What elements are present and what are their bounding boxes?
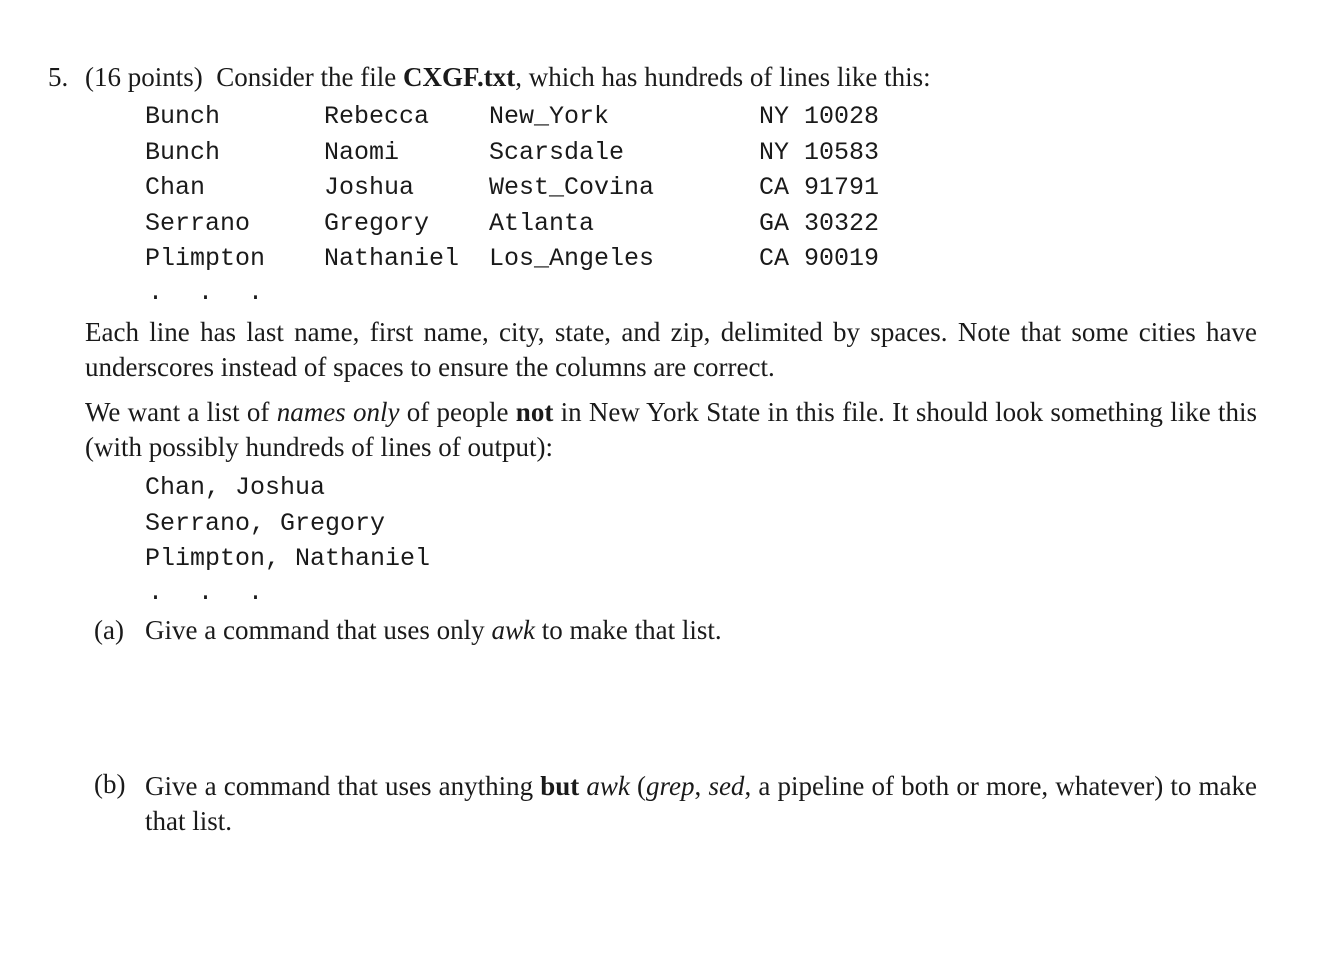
file-last: Plimpton: [145, 244, 266, 273]
file-state: GA: [759, 209, 790, 238]
file-first: Joshua: [324, 173, 415, 202]
para2-names-only: names only: [276, 397, 400, 427]
file-last: Bunch: [145, 102, 221, 131]
question-intro-pre: Consider the file: [216, 62, 403, 92]
part-a-t1: Give a command that uses only: [145, 615, 492, 645]
file-state: NY: [759, 102, 790, 131]
output-line: Plimpton, Nathaniel: [145, 544, 431, 573]
part-b-label: (b): [94, 769, 126, 799]
file-zip: 90019: [804, 244, 880, 273]
part-a-label: (a): [94, 615, 124, 645]
file-state: CA: [759, 173, 790, 202]
part-b-t7: ,: [694, 771, 709, 801]
file-city: Atlanta: [489, 209, 595, 238]
file-zip: 10028: [804, 102, 880, 131]
file-city: Scarsdale: [489, 138, 625, 167]
file-state: CA: [759, 244, 790, 273]
file-zip: 10583: [804, 138, 880, 167]
part-b-t1: Give a command that uses anything: [145, 771, 541, 801]
para2-t3: of people: [399, 397, 516, 427]
para2-t5: in New York State in this file. It should look something like this (with possibly hundreds of lines of output):: [85, 397, 1257, 462]
file-zip: 91791: [804, 173, 880, 202]
part-b-but: but: [540, 771, 580, 801]
question-filename: CXGF.txt: [402, 62, 516, 92]
file-first: Rebecca: [324, 102, 430, 131]
part-a-t3: to make that list.: [534, 615, 722, 645]
file-city: New_York: [489, 102, 610, 131]
part-a-text: [145, 615, 722, 646]
output-ellipsis: . . .: [148, 578, 274, 607]
file-first: Nathaniel: [324, 244, 460, 273]
para2-not: not: [515, 397, 554, 427]
file-ellipsis: . . .: [148, 278, 274, 307]
file-last: Bunch: [145, 138, 221, 167]
file-last: Serrano: [145, 209, 251, 238]
paragraph-requirement: [85, 395, 1257, 465]
part-b-sed: sed: [708, 771, 745, 801]
part-b-awk: awk: [586, 771, 630, 801]
part-b-t5: (: [629, 771, 647, 801]
para2-t1: We want a list of: [85, 397, 277, 427]
file-first: Naomi: [324, 138, 400, 167]
file-last: Chan: [145, 173, 206, 202]
output-line: Chan, Joshua: [145, 473, 326, 502]
output-line: Serrano, Gregory: [145, 509, 386, 538]
part-a-awk: awk: [491, 615, 535, 645]
paragraph-description: Each line has last name, first name, city, state, and zip, delimited by spaces. Note that some cities have underscores instead of spaces to ensure the columns are correct.: [85, 317, 1257, 382]
file-zip: 30322: [804, 209, 880, 238]
part-b-grep: grep: [646, 771, 695, 801]
file-city: West_Covina: [489, 173, 655, 202]
question-header: [85, 62, 931, 93]
file-first: Gregory: [324, 209, 430, 238]
question-intro-post: , which has hundreds of lines like this:: [515, 62, 931, 92]
part-b-t9: , a pipeline of both or more, whatever) to make that list.: [145, 771, 1257, 836]
question-number: 5.: [48, 62, 69, 92]
file-city: Los_Angeles: [489, 244, 655, 273]
question-points: (16 points): [85, 62, 203, 92]
part-b-text: [145, 769, 1257, 839]
file-state: NY: [759, 138, 790, 167]
